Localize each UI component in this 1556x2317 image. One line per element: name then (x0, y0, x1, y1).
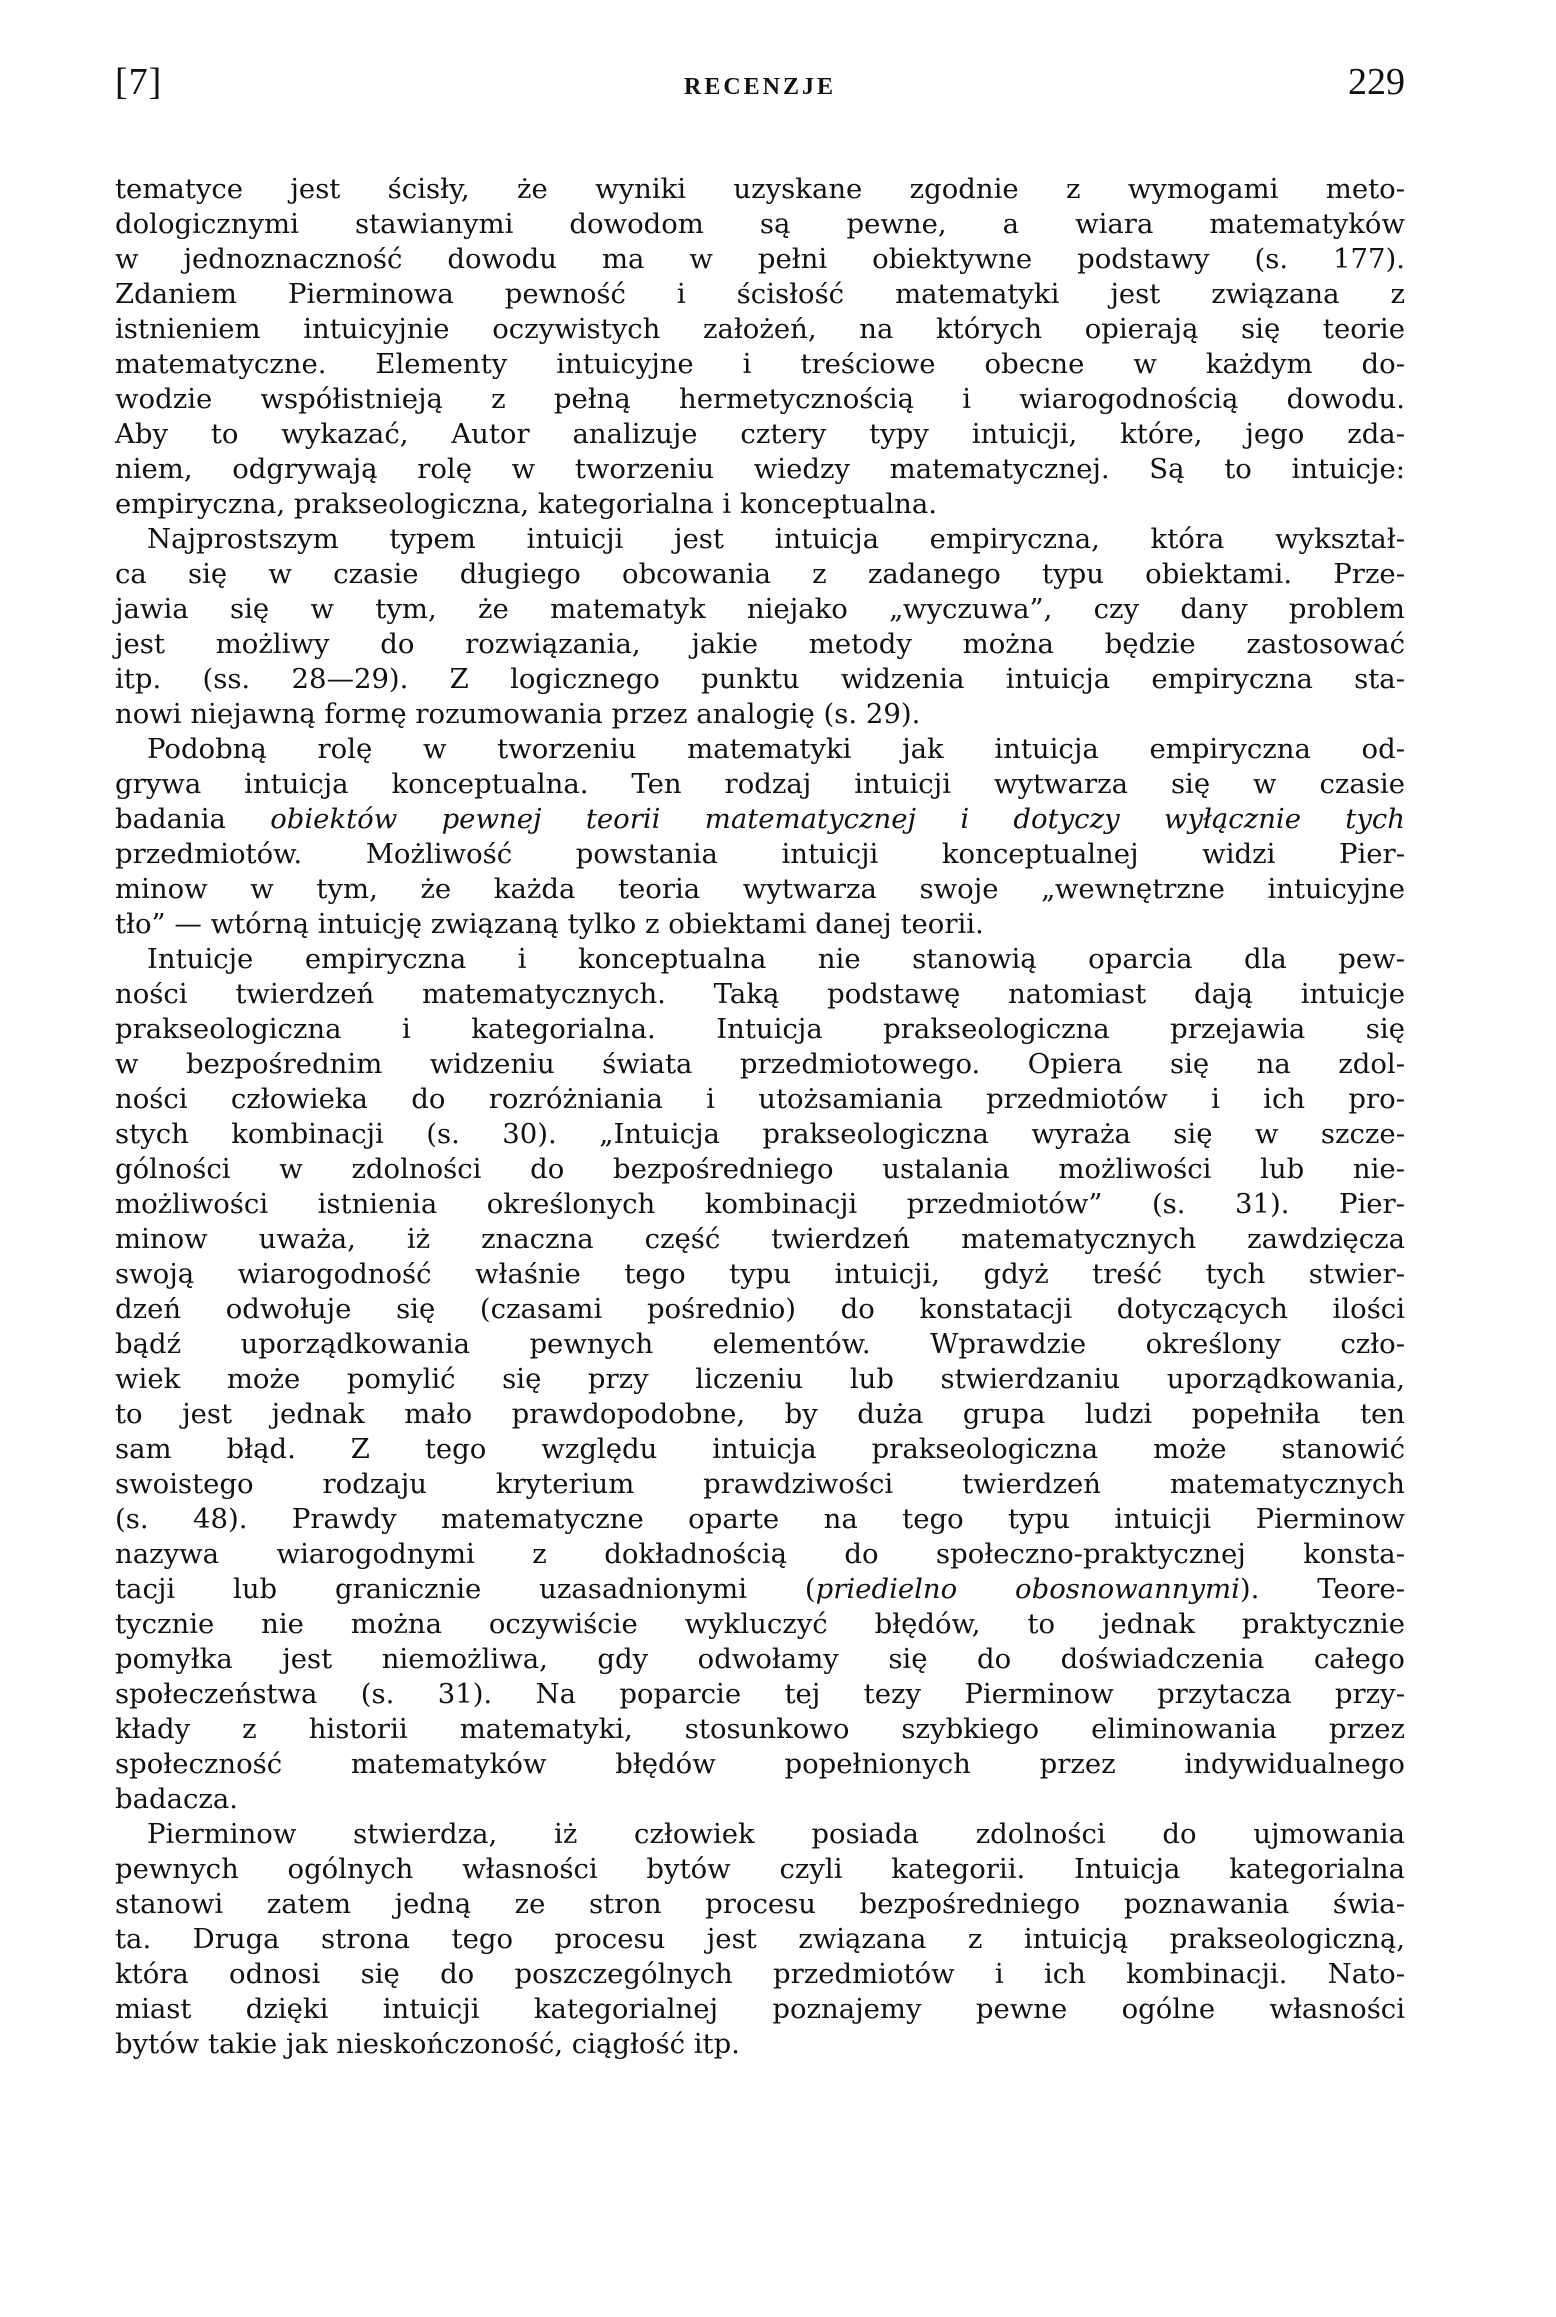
text-line: bądź uporządkowania pewnych elementów. Wprawdzie określony czło- (115, 1328, 1405, 1360)
text-line: bytów takie jak nieskończoność, ciągłość itp. (115, 2028, 740, 2060)
text-line: (s. 48). Prawdy matematyczne oparte na tego typu intuicji Pierminow (115, 1503, 1405, 1535)
text-line: jest możliwy do rozwiązania, jakie metody można będzie zastosować (115, 628, 1405, 660)
page-number: 229 (1348, 61, 1405, 103)
text-line: wiek może pomylić się przy liczeniu lub stwierdzaniu uporządkowania, (115, 1363, 1405, 1395)
text-line: grywa intuicja konceptualna. Ten rodzaj intuicji wytwarza się w czasie (115, 768, 1405, 800)
text-line: istnieniem intuicyjnie oczywistych założeń, na których opierają się teorie (115, 313, 1405, 345)
text-line: to jest jednak mało prawdopodobne, by duża grupa ludzi popełniła ten (115, 1398, 1405, 1430)
text-line: matematyczne. Elementy intuicyjne i treściowe obecne w każdym do- (115, 348, 1405, 380)
text-line: ta. Druga strona tego procesu jest związana z intuicją prakseologiczną, (115, 1923, 1405, 1955)
text-line: minow uważa, iż znaczna część twierdzeń matematycznych zawdzięcza (115, 1223, 1405, 1255)
text-line: ca się w czasie długiego obcowania z zadanego typu obiektami. Prze- (115, 558, 1405, 590)
text-line: Aby to wykazać, Autor analizuje cztery typy intuicji, które, jego zda- (115, 418, 1405, 450)
review-body-text (115, 172, 1405, 2062)
text-line: społeczeństwa (s. 31). Na poparcie tej tezy Pierminow przytacza przy- (115, 1678, 1405, 1710)
text-line: swoistego rodzaju kryterium prawdziwości twierdzeń matematycznych (115, 1468, 1405, 1500)
text-line: swoją wiarogodność właśnie tego typu intuicji, gdyż treść tych stwier- (115, 1258, 1405, 1290)
text-line: Zdaniem Pierminowa pewność i ścisłość matematyki jest związana z (115, 278, 1405, 310)
text-line: w bezpośrednim widzeniu świata przedmiotowego. Opiera się na zdol- (115, 1048, 1405, 1080)
text-line: kłady z historii matematyki, stosunkowo szybkiego eliminowania przez (115, 1713, 1405, 1745)
text-line: pomyłka jest niemożliwa, gdy odwołamy się do doświadczenia całego (115, 1643, 1405, 1675)
text-line: nazywa wiarogodnymi z dokładnością do społeczno-praktycznej konsta- (115, 1538, 1405, 1570)
text-line: badacza. (115, 1783, 239, 1815)
text-line: minow w tym, że każda teoria wytwarza swoje „wewnętrzne intuicyjne (115, 873, 1405, 905)
text-line: ności twierdzeń matematycznych. Taką podstawę natomiast dają intuicje (115, 978, 1405, 1010)
text-line: tło” — wtórną intuicję związaną tylko z obiektami danej teorii. (115, 908, 984, 940)
text-line: nowi niejawną formę rozumowania przez analogię (s. 29). (115, 698, 921, 730)
text-line: stanowi zatem jedną ze stron procesu bezpośredniego poznawania świa- (115, 1888, 1405, 1920)
text-line: która odnosi się do poszczególnych przedmiotów i ich kombinacji. Nato- (115, 1958, 1405, 1990)
running-header (115, 60, 1405, 110)
text-line: dologicznymi stawianymi dowodom są pewne, a wiara matematyków (115, 208, 1405, 240)
section-number: [7] (115, 61, 163, 103)
text-line: tycznie nie można oczywiście wykluczyć błędów, to jednak praktycznie (115, 1608, 1405, 1640)
text-line: tematyce jest ścisły, że wyniki uzyskane zgodnie z wymogami meto- (115, 173, 1405, 205)
text-line: tacji lub granicznie uzasadnionymi (priedielno obosnowannymi). Teore- (115, 1573, 1405, 1605)
text-line: w jednoznaczność dowodu ma w pełni obiektywne podstawy (s. 177). (115, 243, 1405, 275)
text-line: sam błąd. Z tego względu intuicja prakseologiczna może stanowić (115, 1433, 1405, 1465)
text-line: społeczność matematyków błędów popełnionych przez indywidualnego (115, 1748, 1405, 1780)
text-line: wodzie współistnieją z pełną hermetycznością i wiarogodnością dowodu. (115, 383, 1405, 415)
text-line: badania obiektów pewnej teorii matematycznej i dotyczy wyłącznie tych (115, 803, 1405, 835)
text-line: ności człowieka do rozróżniania i utożsamiania przedmiotów i ich pro- (115, 1083, 1405, 1115)
paragraph-first-line: Pierminow stwierdza, iż człowiek posiada zdolności do ujmowania (147, 1818, 1405, 1850)
text-line: prakseologiczna i kategorialna. Intuicja prakseologiczna przejawia się (115, 1013, 1405, 1045)
document-page (115, 60, 1405, 2062)
text-line: niem, odgrywają rolę w tworzeniu wiedzy matematycznej. Są to intuicje: (115, 453, 1405, 485)
text-line: pewnych ogólnych własności bytów czyli kategorii. Intuicja kategorialna (115, 1853, 1405, 1885)
paragraph-first-line: Najprostszym typem intuicji jest intuicja empiryczna, która wykształ- (147, 523, 1405, 555)
section-title: RECENZJE (683, 74, 837, 100)
italic-phrase: obiektów pewnej teorii matematycznej i dotyczy wyłącznie tych (270, 803, 1405, 835)
text-line: miast dzięki intuicji kategorialnej poznajemy pewne ogólne własności (115, 1993, 1405, 2025)
text-line: dzeń odwołuje się (czasami pośrednio) do konstatacji dotyczących ilości (115, 1293, 1405, 1325)
text-line: stych kombinacji (s. 30). „Intuicja prakseologiczna wyraża się w szcze- (115, 1118, 1405, 1150)
text-line: przedmiotów. Możliwość powstania intuicji konceptualnej widzi Pier- (115, 838, 1405, 870)
paragraph-first-line: Podobną rolę w tworzeniu matematyki jak intuicja empiryczna od- (147, 733, 1405, 765)
text-line: empiryczna, prakseologiczna, kategorialna i konceptualna. (115, 488, 937, 520)
text-line: itp. (ss. 28—29). Z logicznego punktu widzenia intuicja empiryczna sta- (115, 663, 1405, 695)
text-line: jawia się w tym, że matematyk niejako „wyczuwa”, czy dany problem (115, 593, 1405, 625)
italic-phrase: priedielno obosnowannymi (815, 1573, 1240, 1605)
text-line: możliwości istnienia określonych kombinacji przedmiotów” (s. 31). Pier- (115, 1188, 1405, 1220)
paragraph-first-line: Intuicje empiryczna i konceptualna nie stanowią oparcia dla pew- (147, 943, 1405, 975)
text-line: gólności w zdolności do bezpośredniego ustalania możliwości lub nie- (115, 1153, 1405, 1185)
